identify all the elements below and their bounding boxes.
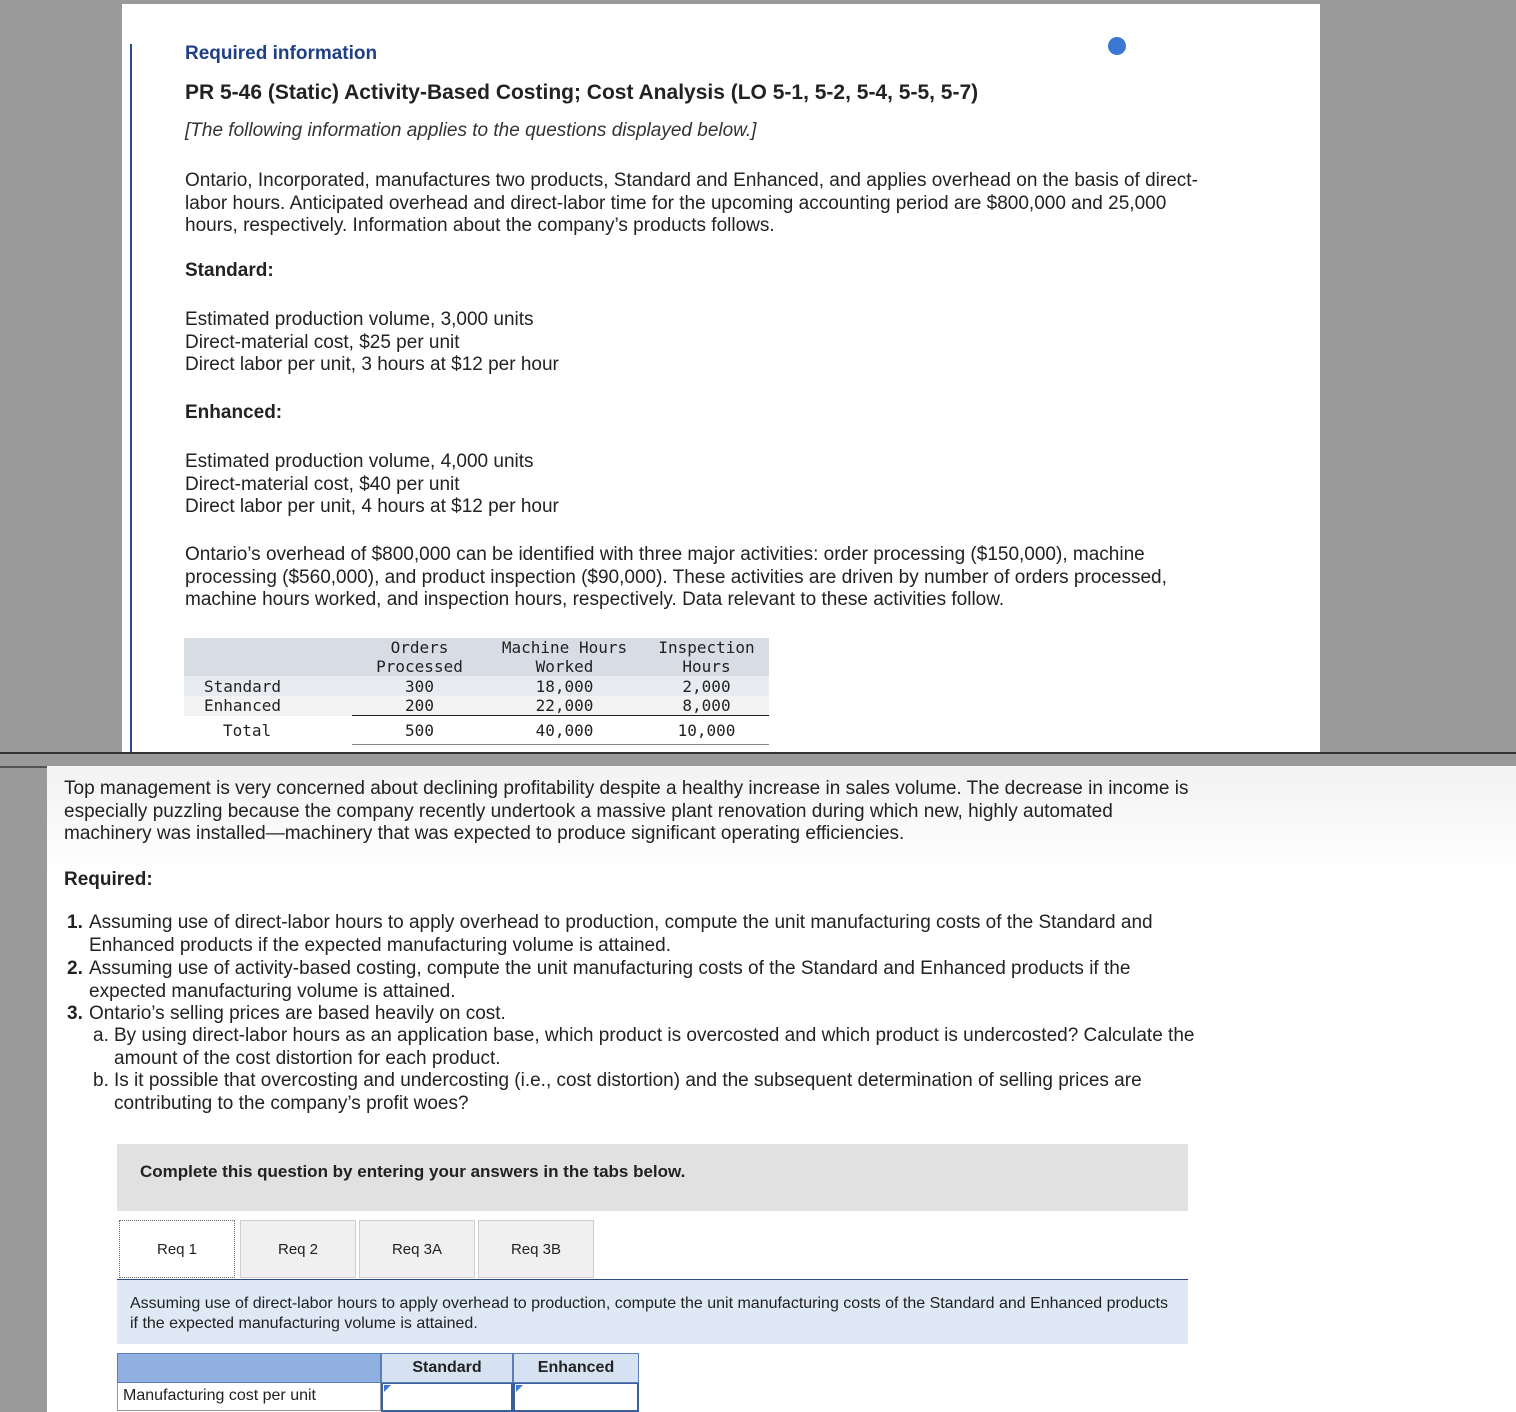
applies-note: [The following information applies to the questions displayed below.] — [185, 120, 757, 141]
answer-table-header-blank — [117, 1353, 381, 1383]
tab-req-2[interactable]: Req 2 — [240, 1220, 356, 1278]
list-sub-item: By using direct-labor hours as an application base, which product is overcosted and which product is undercosted? Calculate the amount of the cost distortion for each product. — [114, 1025, 1195, 1069]
answer-col-standard: Standard — [381, 1353, 513, 1383]
tab-req-3a[interactable]: Req 3A — [359, 1220, 475, 1278]
table-total-cell: 500 — [405, 721, 434, 740]
list-sub-item: Is it possible that overcosting and undercosting (i.e., cost distortion) and the subsequent determination of selling prices are contributing to the company’s profit woes? — [114, 1070, 1142, 1114]
answer-row-label: Manufacturing cost per unit — [117, 1383, 381, 1411]
table-cell: 8,000 — [682, 696, 731, 715]
enhanced-details: Estimated production volume, 4,000 units Direct-material cost, $40 per unit Direct labor per unit, 4 hours at $12 per hour — [185, 451, 559, 517]
question-panel: Top management is very concerned about declining profitability despite a healthy increase in sales volume. The decrease in income is especially puzzling because the company recently undertook a massive plant renovation during which new, highly automated machinery was installed—machinery that was expected to produce significant operating efficiencies. Required: 1. Assuming use of direct-labor hours to apply overhead to production, compute the unit manufacturing costs of the Standard and Enhanced products if the expected manufacturing volume is attained. 2. Assuming use of activity-based costing, compute the unit manufacturing costs of the Standard and Enhanced products if the expected manufacturing volume is attained. 3. Ontario’s selling prices are based heavily on cost. a. By using direct-labor hours as an application base, which product is overcosted and which product is undercosted? Calculate the amount of the cost distortion for each product. b. Is it possible that overcosting and undercosting (i.e., cost distortion) and the subsequent determination of selling prices are contributing to the company’s profit woes? Complete this question by entering your answers in the tabs below. Req 1 Req 2 Req 3A Req 3B Assuming use of direct-labor hours to apply overhead to production, compute the unit manufacturing costs of the Standard and Enhanced products if the expected manufacturing volume is attained. Standard Enhanced Manufacturing cost per unit — [47, 766, 1516, 1412]
table-header-inspection-hours: Inspection Hours — [658, 638, 755, 676]
table-cell: 18,000 — [535, 677, 594, 696]
table-cell: 2,000 — [682, 677, 731, 696]
concern-paragraph: Top management is very concerned about declining profitability despite a healthy increase in sales volume. The decrease in income is especially puzzling because the company recently undertook a massive plant renovation during which new, highly automated machinery was installed—machinery that was expected to produce significant operating efficiencies. — [64, 778, 1189, 844]
table-cell: 22,000 — [535, 696, 594, 715]
status-dot-icon — [1108, 37, 1126, 55]
problem-title: PR 5-46 (Static) Activity-Based Costing; Cost Analysis (LO 5-1, 5-2, 5-4, 5-5, 5-7) — [185, 81, 979, 104]
overhead-paragraph: Ontario’s overhead of $800,000 can be identified with three major activities: order processing ($150,000), machine processing ($560,000), and product inspection ($90,000). These activities are driven by number of orders processed, machine hours worked, and inspection hours, respectively. Data relevant to these activities follow. — [185, 544, 1167, 610]
section-divider — [0, 752, 1516, 754]
complete-prompt: Complete this question by entering your answers in the tabs below. — [140, 1162, 686, 1181]
problem-panel — [122, 4, 1320, 752]
complete-prompt-box — [117, 1144, 1188, 1211]
table-cell: 300 — [405, 677, 434, 696]
enhanced-heading: Enhanced: — [185, 402, 283, 423]
input-flag-icon — [384, 1385, 391, 1392]
tab-req-1[interactable]: Req 1 — [119, 1220, 235, 1278]
table-row-label: Standard — [204, 677, 282, 696]
input-flag-icon — [516, 1385, 523, 1392]
table-total-label: Total — [223, 721, 272, 740]
table-total-cell: 10,000 — [677, 721, 736, 740]
required-information-heading: Required information — [185, 43, 378, 64]
list-item: Assuming use of activity-based costing, compute the unit manufacturing costs of the Standard and Enhanced products if the expected manufacturing volume is attained. — [89, 958, 1131, 1002]
table-row-label: Enhanced — [204, 696, 282, 715]
list-item: Ontario’s selling prices are based heavily on cost. — [89, 1003, 506, 1024]
table-cell: 200 — [405, 696, 434, 715]
table-total-cell: 40,000 — [535, 721, 594, 740]
standard-heading: Standard: — [185, 260, 274, 281]
table-header-machine-hours: Machine Hours Worked — [501, 638, 628, 676]
table-header-orders: Orders Processed — [376, 638, 463, 676]
left-accent-rule — [130, 44, 132, 752]
answer-col-enhanced: Enhanced — [513, 1353, 639, 1383]
instruction-text: Assuming use of direct-labor hours to apply overhead to production, compute the unit manufacturing costs of the Standard and Enhanced products if the expected manufacturing volume is attained. — [130, 1295, 1168, 1332]
tab-req-3b[interactable]: Req 3B — [478, 1220, 594, 1278]
standard-cost-input[interactable] — [381, 1383, 513, 1412]
required-heading: Required: — [64, 869, 153, 890]
enhanced-cost-input[interactable] — [513, 1383, 639, 1412]
standard-details: Estimated production volume, 3,000 units Direct-material cost, $25 per unit Direct labor per unit, 3 hours at $12 per hour — [185, 309, 559, 375]
intro-paragraph: Ontario, Incorporated, manufactures two products, Standard and Enhanced, and applies overhead on the basis of direct- labor hours. Anticipated overhead and direct-labor time for the upcoming accounting period are $800,000 and 25,000 hours, respectively. Information about the company’s products follows. — [185, 170, 1198, 236]
list-item: Assuming use of direct-labor hours to apply overhead to production, compute the unit manufacturing costs of the Standard and Enhanced products if the expected manufacturing volume is attained. — [89, 912, 1153, 956]
instruction-box — [117, 1280, 1188, 1344]
